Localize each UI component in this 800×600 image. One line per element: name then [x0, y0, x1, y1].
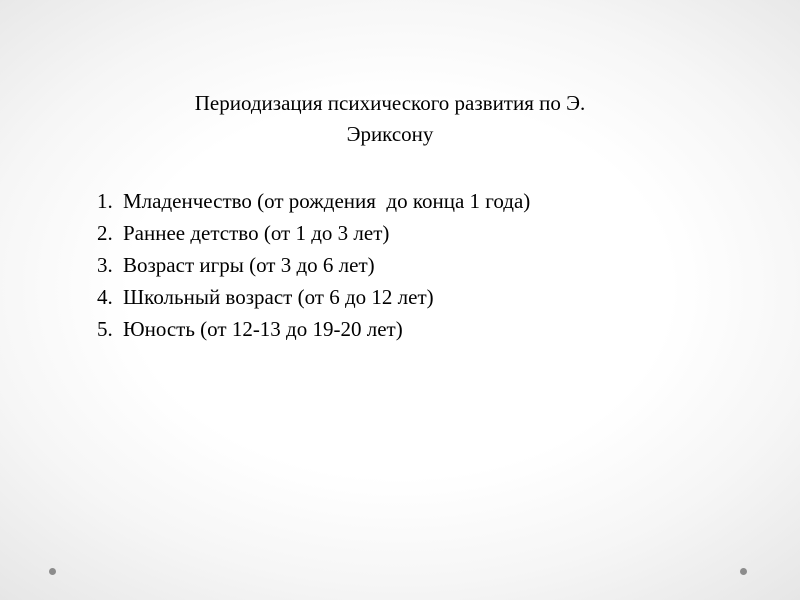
list-item-text: Возраст игры (от 3 до 6 лет) — [123, 253, 375, 277]
list-item — [97, 217, 717, 249]
slide-title-line-2: Эриксону — [346, 122, 434, 146]
stages-list — [97, 185, 717, 345]
list-item-text: Школьный возраст (от 6 до 12 лет) — [123, 285, 434, 309]
list-item-text: Раннее детство (от 1 до 3 лет) — [123, 221, 390, 245]
list-item-text: Младенчество (от рождения до конца 1 года) — [123, 189, 531, 213]
list-item-number: 5. — [97, 317, 113, 341]
list-item-number: 2. — [97, 221, 113, 245]
list-item — [97, 313, 717, 345]
slide-title-line-1: Периодизация психического развития по Э. — [194, 91, 586, 115]
list-item — [97, 249, 717, 281]
decorative-dot-right — [740, 568, 747, 575]
list-item-number: 1. — [97, 189, 113, 213]
list-item — [97, 185, 717, 217]
slide-title — [120, 88, 660, 150]
list-item-number: 4. — [97, 285, 113, 309]
decorative-dot-left — [49, 568, 56, 575]
list-item-number: 3. — [97, 253, 113, 277]
list-item-text: Юность (от 12-13 до 19-20 лет) — [123, 317, 403, 341]
list-item — [97, 281, 717, 313]
